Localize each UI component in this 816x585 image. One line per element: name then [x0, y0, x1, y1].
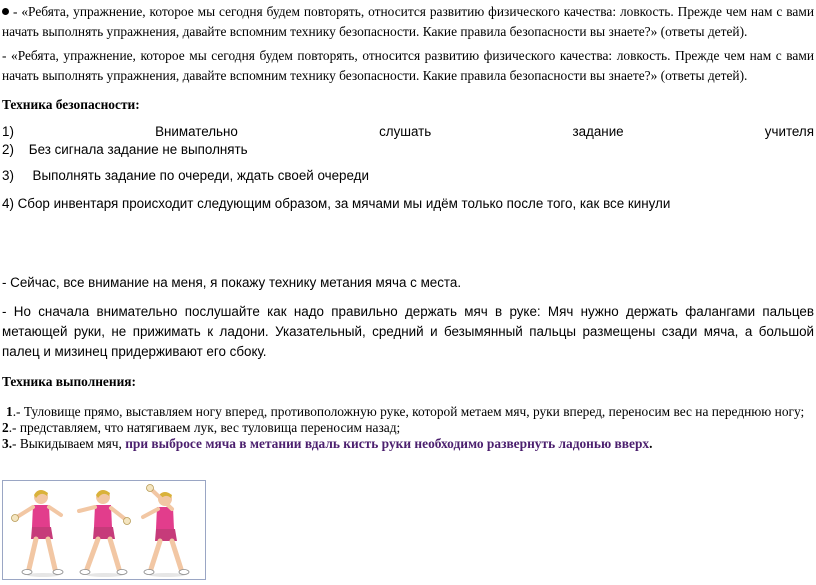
technique-heading: Техника выполнения:	[2, 374, 137, 389]
step-1-text: .- Туловище прямо, выставляем ногу вперед, противоположную руке, которой метаем мяч, руки вперед, переносим вес на переднюю ногу;	[12, 404, 805, 419]
rule-1-word-3: задание	[572, 124, 624, 139]
safety-heading: Техника безопасности:	[2, 97, 140, 112]
step-3-number: 3.	[2, 436, 13, 451]
figure-step-2	[79, 490, 131, 577]
step-1-number: 1	[6, 404, 13, 419]
demo-attention: - Сейчас, все внимание на меня, я покажу технику метания мяча с места.	[2, 275, 462, 290]
intro-paragraph-2: - «Ребята, упражнение, которое мы сегодня будем повторять, относится развитию физического качества: ловкость. Прежде чем нам с вами начать выполнять упражнения, давайте вспомним технику безопасности. Какие правила безопасности вы знаете?» (ответы детей).	[2, 48, 814, 83]
step-2-text: .- представляем, что натягиваем лук, вес туловища переносим назад;	[8, 420, 401, 435]
figure-step-3	[143, 485, 189, 578]
rule-1-word-1: Внимательно	[155, 124, 238, 139]
technique-step-3	[2, 434, 814, 454]
step-3-text: - Выкидываем мяч,	[12, 436, 126, 451]
safety-rule-3: 3) Выполнять задание по очереди, ждать своей очереди	[2, 168, 369, 183]
step-3-emphasis: при выбросе мяча в метании вдаль кисть руки необходимо развернуть ладонью вверх	[125, 436, 650, 451]
figure-step-1	[12, 490, 64, 577]
safety-rule-2: 2) Без сигнала задание не выполнять	[2, 142, 248, 157]
demo-grip-instructions: - Но сначала внимательно послушайте как надо правильно держать мяч в руке: Мяч нужно держать фалангами пальцев метающей руки, не прижимать к ладони. Указательный, средний и безымянный пальцы размещены сзади мяча, а большой палец и мизинец придерживают его сбоку.	[2, 304, 814, 359]
step-2-number: 2	[2, 420, 9, 435]
throwing-technique-illustration	[2, 480, 206, 580]
rule-1-word-4: учителя	[764, 124, 814, 139]
rule-1-word-2: слушать	[379, 124, 432, 139]
bullet-icon	[2, 8, 9, 15]
throwing-figures-svg	[3, 481, 205, 579]
safety-rule-4: 4) Сбор инвентаря происходит следующим образом, за мячами мы идём только после того, как все кинули	[2, 196, 671, 211]
step-3-end: .	[649, 436, 653, 451]
intro-paragraph-1: - «Ребята, упражнение, которое мы сегодня будем повторять, относится развитию физического качества: ловкость. Прежде чем нам с вами начать выполнять упражнения, давайте вспомним технику безопасности. Какие правила безопасности вы знаете?» (ответы детей).	[2, 4, 814, 39]
rule-1-number: 1)	[2, 124, 14, 139]
safety-rule-1	[2, 122, 814, 142]
